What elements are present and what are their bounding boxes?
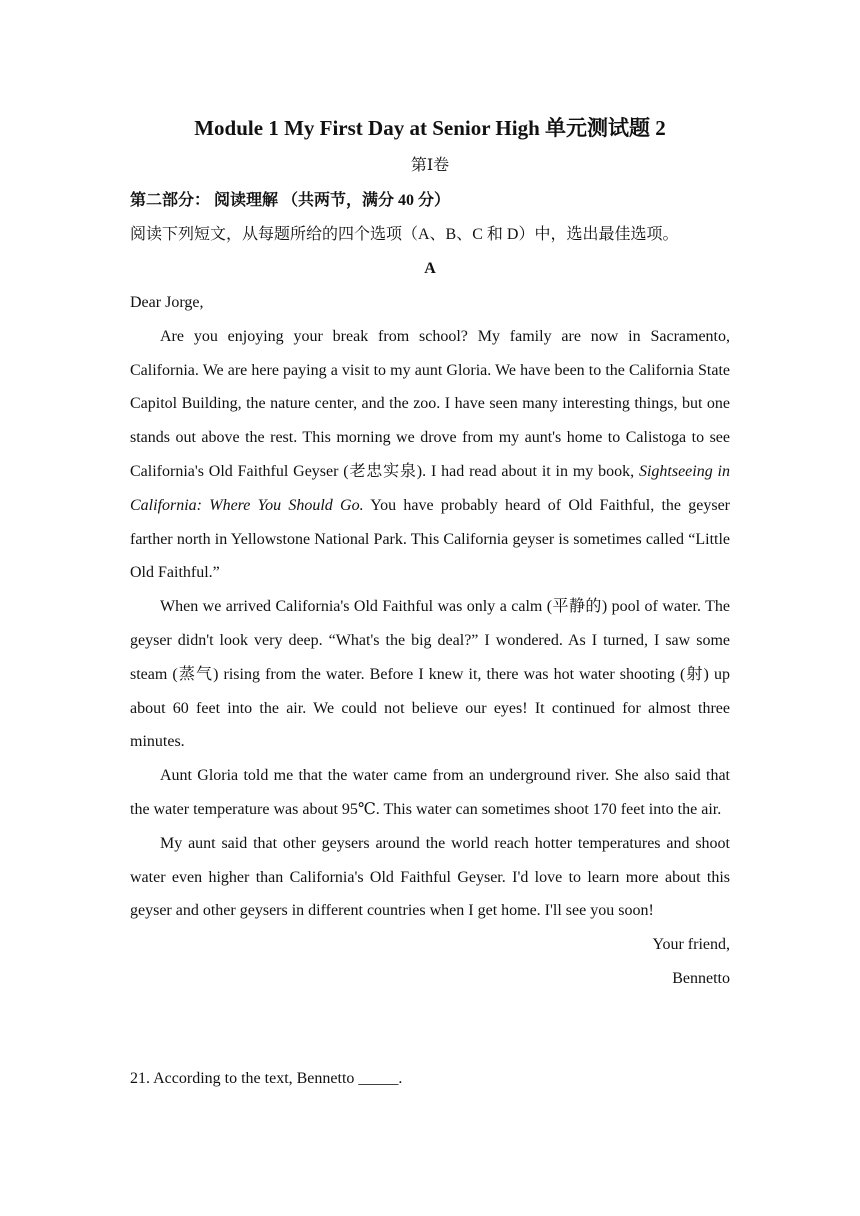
question-21: 21. According to the text, Bennetto _____.: [130, 1070, 403, 1087]
letter-paragraph-3: Aunt Gloria told me that the water came from an underground river. She also said that the water temperature was about 95℃. This water can sometimes shoot 170 feet into the air.: [130, 767, 730, 818]
paragraph-1-text-b: You have probably heard of Old Faithful, the geyser farther north in Yellowstone National Park. This California geyser is sometimes called “Little Old Faithful.”: [130, 496, 731, 582]
letter-paragraph-1: [130, 320, 730, 590]
document-title: Module 1 My First Day at Senior High 单元测试题 2: [194, 116, 666, 140]
paragraph-1-text-a: Are you enjoying your break from school? My family are now in Sacramento, California. We are here paying a visit to my aunt Gloria. We have been to the California State Capitol Building, the nature center, and the zoo. I have seen many interesting things, but one stands out above the rest. This morning we drove from my aunt's home to Calistoga to see California's Old Faithful Geyser (老忠实泉). I had read about it in my book,: [130, 327, 730, 480]
letter-signature: Bennetto: [672, 969, 730, 987]
book-title: Sightseeing in California: Where You Should Go.: [130, 462, 730, 514]
section-heading: 第二部分： 阅读理解 （共两节，满分 40 分）: [130, 192, 451, 209]
passage-label: A: [424, 260, 436, 277]
document-page: [130, 108, 730, 996]
letter-greeting: Dear Jorge,: [130, 294, 204, 311]
volume-label: 第Ⅰ卷: [410, 157, 450, 174]
letter-paragraph-4: My aunt said that other geysers around the world reach hotter temperatures and shoot water even higher than California's Old Faithful Geyser. I'd love to learn more about this geyser and other geysers in different countries when I get home. I'll see you soon!: [130, 834, 730, 920]
instruction-text: 阅读下列短文，从每题所给的四个选项（A、B、C 和 D）中，选出最佳选项。: [130, 226, 679, 243]
letter-closing: Your friend,: [652, 936, 730, 954]
letter-paragraph-2: When we arrived California's Old Faithful was only a calm (平静的) pool of water. The geyser didn't look very deep. “What's the big deal?” I wondered. As I turned, I saw some steam (蒸气) rising from the water. Before I knew it, there was hot water shooting (射) up about 60 feet into the air. We could not believe our eyes! It continued for almost three minutes.: [130, 598, 730, 751]
